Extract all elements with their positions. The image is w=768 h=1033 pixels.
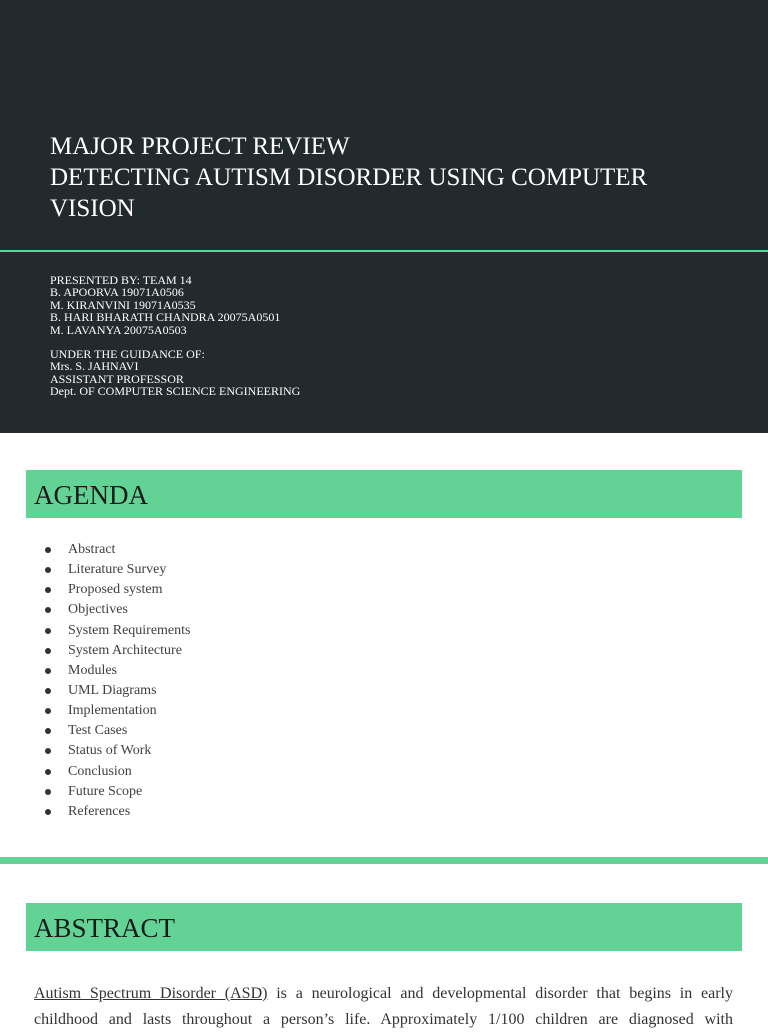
agenda-item xyxy=(42,762,191,782)
agenda-item-label: Objectives xyxy=(68,602,128,618)
title-line: MAJOR PROJECT REVIEW xyxy=(50,133,350,160)
bullet-icon xyxy=(45,688,51,694)
team-info xyxy=(50,274,730,398)
asd-term-link[interactable]: Autism Spectrum Disorder (ASD) xyxy=(34,985,268,1002)
agenda-item xyxy=(42,721,191,741)
bullet-icon xyxy=(45,789,51,795)
agenda-item-label: System Requirements xyxy=(68,622,191,638)
abstract-text-line-2: childhood and lasts throughout a person’s life. Approximately 1/100 children are diagnosed with xyxy=(34,1011,733,1028)
agenda-item-label: Conclusion xyxy=(68,763,132,779)
agenda-item-label: Status of Work xyxy=(68,743,152,759)
agenda-item xyxy=(42,540,191,560)
agenda-item-label: Proposed system xyxy=(68,582,163,598)
agenda-item xyxy=(42,560,191,580)
agenda-item-label: Literature Survey xyxy=(68,562,167,578)
agenda-item xyxy=(42,661,191,681)
bullet-icon xyxy=(45,668,51,674)
bullet-icon xyxy=(45,728,51,734)
guidance-heading: UNDER THE GUIDANCE OF: xyxy=(50,347,205,362)
presented-by: PRESENTED BY: TEAM 14 xyxy=(50,273,192,287)
title-line: DETECTING AUTISM DISORDER USING COMPUTER xyxy=(50,164,648,191)
bullet-icon xyxy=(45,708,51,714)
agenda-item-label: Test Cases xyxy=(68,723,128,739)
agenda-header xyxy=(26,470,742,518)
abstract-header xyxy=(26,903,742,951)
team-member: M. KIRANVINI 19071A0535 xyxy=(50,297,196,312)
agenda-item-label: Implementation xyxy=(68,703,157,719)
agenda-item-label: Modules xyxy=(68,662,117,678)
title-slide xyxy=(0,0,768,433)
team-member: B. APOORVA 19071A0506 xyxy=(50,285,184,300)
abstract-text-line-1: is a neurological and developmental disorder that begins in early xyxy=(267,985,733,1002)
bullet-icon xyxy=(45,587,51,593)
abstract-heading: ABSTRACT xyxy=(34,913,176,943)
agenda-item xyxy=(42,621,191,641)
agenda-item xyxy=(42,600,191,620)
agenda-item xyxy=(42,782,191,802)
bullet-icon xyxy=(45,748,51,754)
bullet-icon xyxy=(45,567,51,573)
agenda-item-label: Abstract xyxy=(68,542,116,557)
slide-divider xyxy=(0,857,768,864)
agenda-item-label: UML Diagrams xyxy=(68,682,157,698)
bullet-icon xyxy=(45,547,51,553)
team-member: M. LAVANYA 20075A0503 xyxy=(50,322,187,337)
agenda-item xyxy=(42,580,191,600)
guide-designation: ASSISTANT PROFESSOR xyxy=(50,371,184,386)
bullet-icon xyxy=(45,628,51,634)
guide-name: Mrs. S. JAHNAVI xyxy=(50,359,139,374)
agenda-item-label: System Architecture xyxy=(68,642,182,658)
bullet-icon xyxy=(45,769,51,775)
team-member: B. HARI BHARATH CHANDRA 20075A0501 xyxy=(50,310,281,325)
guide-department: Dept. OF COMPUTER SCIENCE ENGINEERING xyxy=(50,384,301,399)
agenda-item xyxy=(42,802,191,822)
agenda-item-label: References xyxy=(68,803,131,819)
agenda-item-label: Future Scope xyxy=(68,783,143,799)
agenda-item xyxy=(42,681,191,701)
bullet-icon xyxy=(45,648,51,654)
agenda-list xyxy=(42,540,191,822)
agenda-item xyxy=(42,701,191,721)
title-divider-line xyxy=(0,250,768,252)
title-line: VISION xyxy=(50,195,135,222)
bullet-icon xyxy=(45,607,51,613)
bullet-icon xyxy=(45,809,51,815)
agenda-item xyxy=(42,641,191,661)
abstract-paragraph xyxy=(34,981,733,1033)
agenda-heading: AGENDA xyxy=(34,480,148,510)
agenda-item xyxy=(42,741,191,761)
slide-title xyxy=(50,131,730,224)
